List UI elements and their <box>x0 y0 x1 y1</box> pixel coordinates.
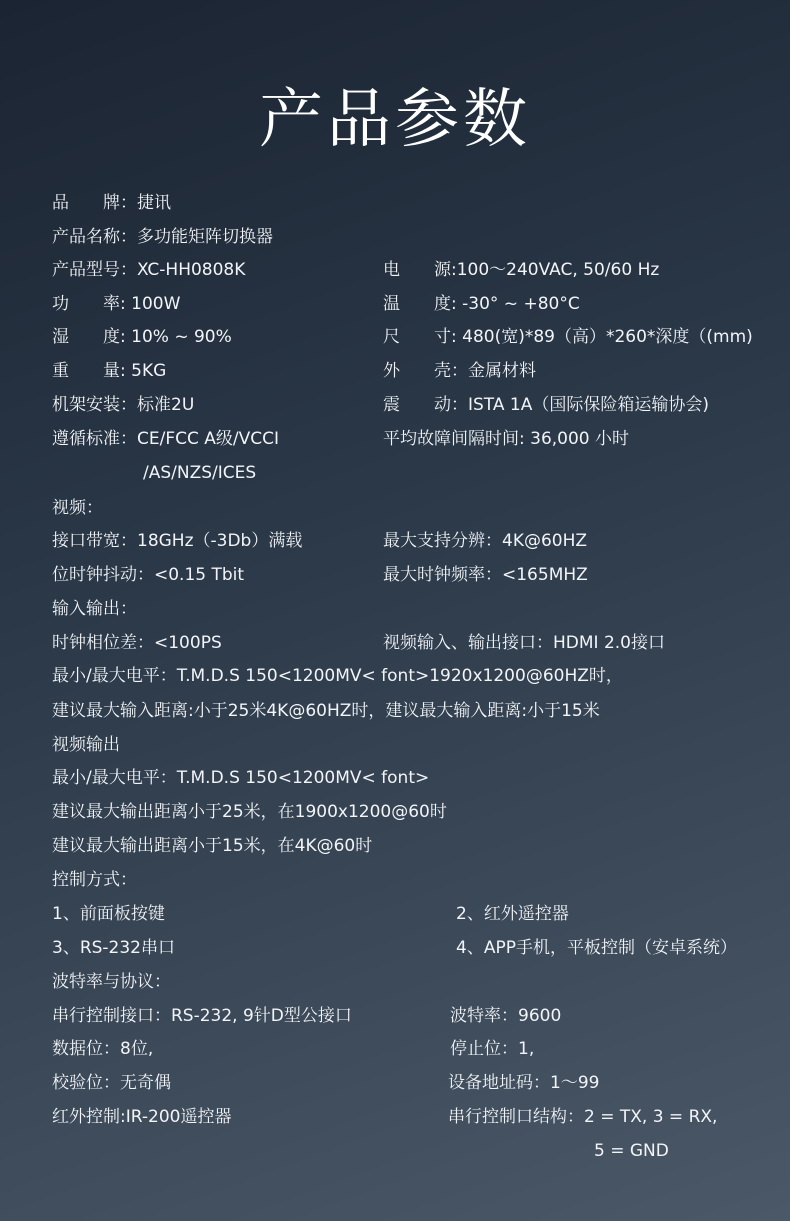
page-title: 产品参数 <box>259 83 531 157</box>
spec-output-distance-1: 建议最大输出距离小于25米，在1900x1200@60时 <box>52 802 447 822</box>
spec-jitter: 位时钟抖动：<0.15 Tbit <box>52 565 245 585</box>
spec-weight: 重 量: 5KG <box>52 361 167 381</box>
section-video: 视频： <box>52 498 103 518</box>
spec-standard: 遵循标准：CE/FCC A级/VCCI <box>52 429 280 449</box>
spec-serial-port: 串行控制接口：RS-232, 9针D型公接口 <box>52 1006 352 1026</box>
spec-input-distance: 建议最大输入距离:小于25米4K@60HZ时，建议最大输入距离:小于15米 <box>52 701 600 721</box>
spec-power-supply: 电 源:100～240VAC, 50/60 Hz <box>383 260 660 280</box>
spec-mtbf: 平均故障间隔时间: 36,000 小时 <box>383 429 630 449</box>
section-io: 输入输出： <box>52 599 137 619</box>
spec-data-bits: 数据位：8位, <box>52 1039 154 1059</box>
spec-brand: 品 牌：捷讯 <box>52 193 171 213</box>
spec-vibration: 震 动：ISTA 1A（国际保险箱运输协会) <box>383 395 709 415</box>
spec-product-name: 产品名称：多功能矩阵切换器 <box>52 227 273 247</box>
spec-serial-structure-cont: 5 = GND <box>594 1141 669 1161</box>
spec-temperature: 温 度: -30° ~ +80°C <box>383 294 580 314</box>
spec-model: 产品型号：XC-HH0808K <box>52 260 246 280</box>
spec-stop-bits: 停止位：1, <box>450 1039 535 1059</box>
spec-output-distance-2: 建议最大输出距离小于15米，在4K@60时 <box>52 836 373 856</box>
spec-size: 尺 寸: 480(宽)*89（高）*260*深度（(mm) <box>383 327 753 347</box>
spec-parity: 校验位：无奇偶 <box>52 1073 171 1093</box>
spec-serial-structure: 串行控制口结构：2 = TX, 3 = RX, <box>448 1107 718 1127</box>
spec-input-level: 最小/最大电平：T.M.D.S 150<1200MV< font>1920x1200@60HZ时， <box>52 666 623 686</box>
spec-max-clock: 最大时钟频率：<165MHZ <box>383 565 588 585</box>
section-video-output: 视频输出 <box>52 735 120 755</box>
control-item-2: 2、红外遥控器 <box>456 904 569 924</box>
spec-max-resolution: 最大支持分辨：4K@60HZ <box>383 531 588 551</box>
control-item-3: 3、RS-232串口 <box>52 938 176 958</box>
section-protocol: 波特率与协议： <box>52 972 171 992</box>
spec-shell: 外 壳：金属材料 <box>383 361 536 381</box>
spec-output-level: 最小/最大电平：T.M.D.S 150<1200MV< font> <box>52 768 430 788</box>
spec-standard-cont: /AS/NZS/ICES <box>143 463 257 483</box>
spec-address: 设备地址码：1～99 <box>448 1073 600 1093</box>
control-item-1: 1、前面板按键 <box>52 904 165 924</box>
spec-bandwidth: 接口带宽：18GHz（-3Db）满载 <box>52 531 303 551</box>
spec-baud: 波特率：9600 <box>450 1006 562 1026</box>
control-item-4: 4、APP手机，平板控制（安卓系统） <box>456 938 737 958</box>
spec-phase: 时钟相位差：<100PS <box>52 633 222 653</box>
spec-humidity: 湿 度: 10% ~ 90% <box>52 327 232 347</box>
spec-rack: 机架安装：标准2U <box>52 395 195 415</box>
spec-ir: 红外控制:IR-200遥控器 <box>52 1107 232 1127</box>
spec-power: 功 率: 100W <box>52 294 181 314</box>
spec-io-interface: 视频输入、输出接口：HDMI 2.0接口 <box>383 633 665 653</box>
section-control: 控制方式： <box>52 870 137 890</box>
